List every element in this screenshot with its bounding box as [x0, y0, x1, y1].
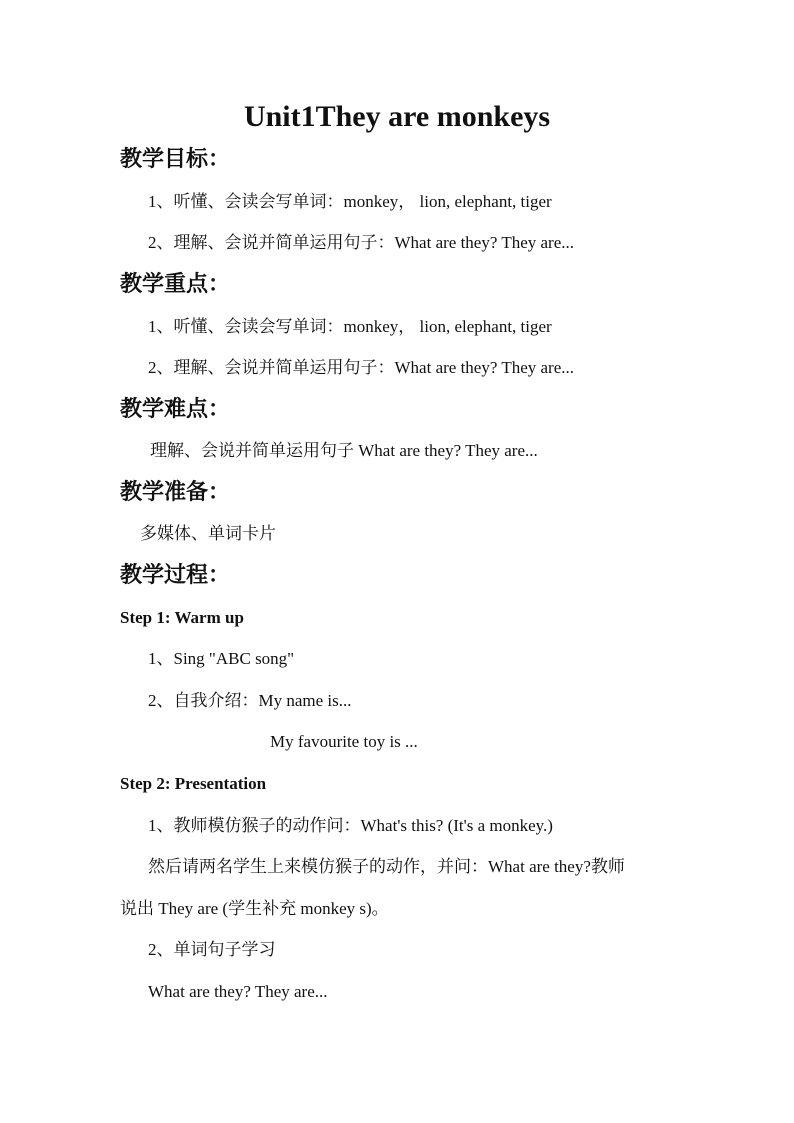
- objective-item: 2、理解、会说并简单运用句子：What are they? They are...: [148, 233, 575, 252]
- section-heading-difficulties: 教学难点：: [120, 396, 231, 421]
- difficulties-text: 理解、会说并简单运用句子 What are they? They are...: [150, 441, 538, 460]
- section-heading-key-points: 教学重点：: [120, 271, 231, 296]
- step-item: 2、自我介绍：My name is...: [148, 691, 352, 710]
- objective-item: 1、听懂、会读会写单词：monkey， lion, elephant, tiger: [148, 192, 552, 211]
- step-item-continuation: My favourite toy is ...: [270, 732, 418, 751]
- key-point-item: 2、理解、会说并简单运用句子：What are they? They are...: [148, 358, 575, 377]
- step-item: 1、Sing "ABC song": [148, 649, 295, 668]
- step-title: Step 1: Warm up: [120, 608, 244, 627]
- paragraph-line: 说出 They are (学生补充 monkey s)。: [120, 899, 389, 918]
- preparation-text: 多媒体、单词卡片: [140, 524, 276, 543]
- step-item: 2、单词句子学习: [148, 940, 276, 959]
- key-point-item: 1、听懂、会读会写单词：monkey， lion, elephant, tiger: [148, 317, 552, 336]
- section-heading-objectives: 教学目标：: [120, 146, 231, 171]
- step-item-text: What are they? They are...: [148, 982, 328, 1001]
- step-item: 1、教师模仿猴子的动作问：What's this? (It's a monkey.): [148, 816, 553, 835]
- section-heading-preparation: 教学准备：: [120, 479, 231, 504]
- section-heading-process: 教学过程：: [120, 562, 231, 587]
- page-title: Unit1They are monkeys: [243, 100, 551, 133]
- step-title: Step 2: Presentation: [120, 774, 267, 793]
- paragraph-line: 然后请两名学生上来模仿猴子的动作，并问：What are they?教师: [148, 857, 625, 876]
